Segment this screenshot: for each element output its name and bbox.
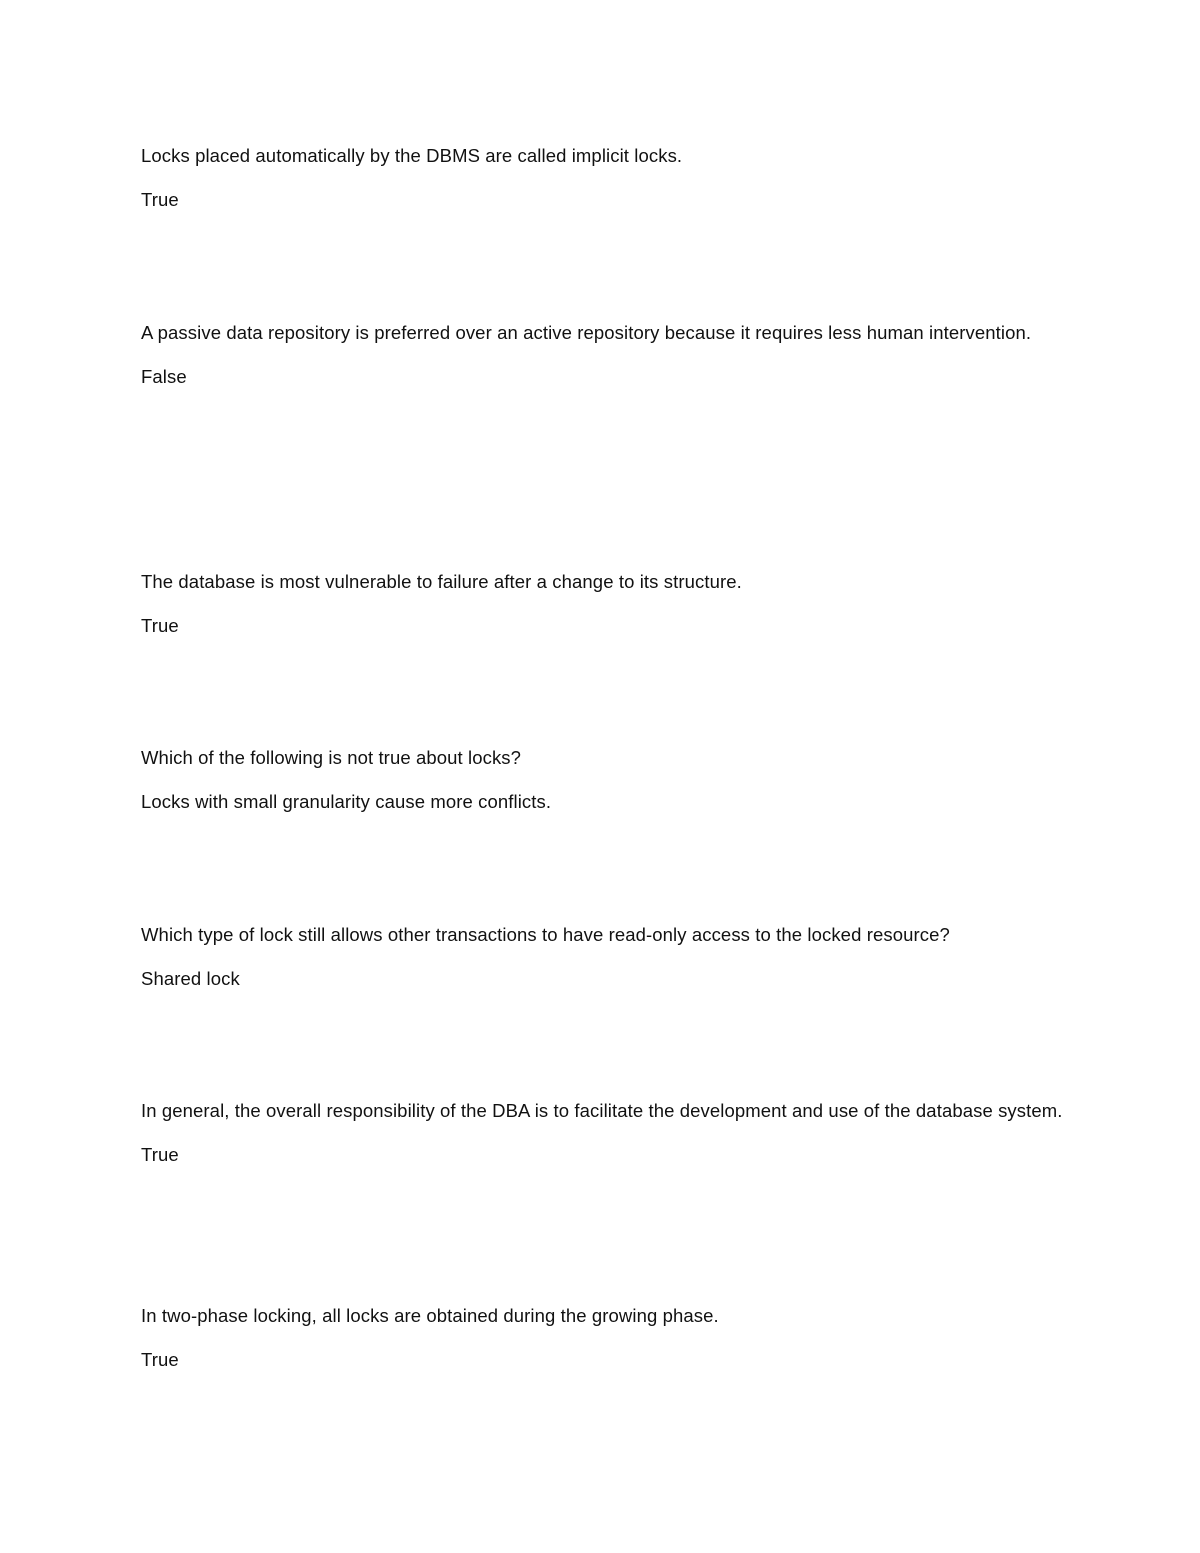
answer-text: True <box>141 1144 179 1165</box>
question-text: In two-phase locking, all locks are obtained during the growing phase. <box>141 1305 719 1326</box>
qa-item <box>141 568 1071 640</box>
question-text: Locks placed automatically by the DBMS are called implicit locks. <box>141 145 683 166</box>
qa-item <box>141 142 1071 214</box>
qa-item <box>141 744 1071 816</box>
answer-text: True <box>141 189 179 210</box>
qa-item <box>141 921 1071 993</box>
answer-text: True <box>141 615 179 636</box>
answer-text: Shared lock <box>141 968 240 989</box>
question-text: A passive data repository is preferred over an active repository because it requires less human intervention. <box>141 322 1032 343</box>
question-text: Which of the following is not true about locks? <box>141 747 522 768</box>
qa-item <box>141 319 1071 391</box>
qa-item <box>141 1302 1071 1374</box>
qa-item <box>141 1097 1071 1169</box>
question-text: The database is most vulnerable to failure after a change to its structure. <box>141 571 742 592</box>
answer-text: Locks with small granularity cause more conflicts. <box>141 791 552 812</box>
answer-text: False <box>141 366 187 387</box>
answer-text: True <box>141 1349 179 1370</box>
question-text: Which type of lock still allows other transactions to have read-only access to the locked resource? <box>141 924 950 945</box>
question-text: In general, the overall responsibility of the DBA is to facilitate the development and use of the database system. <box>141 1100 1063 1121</box>
